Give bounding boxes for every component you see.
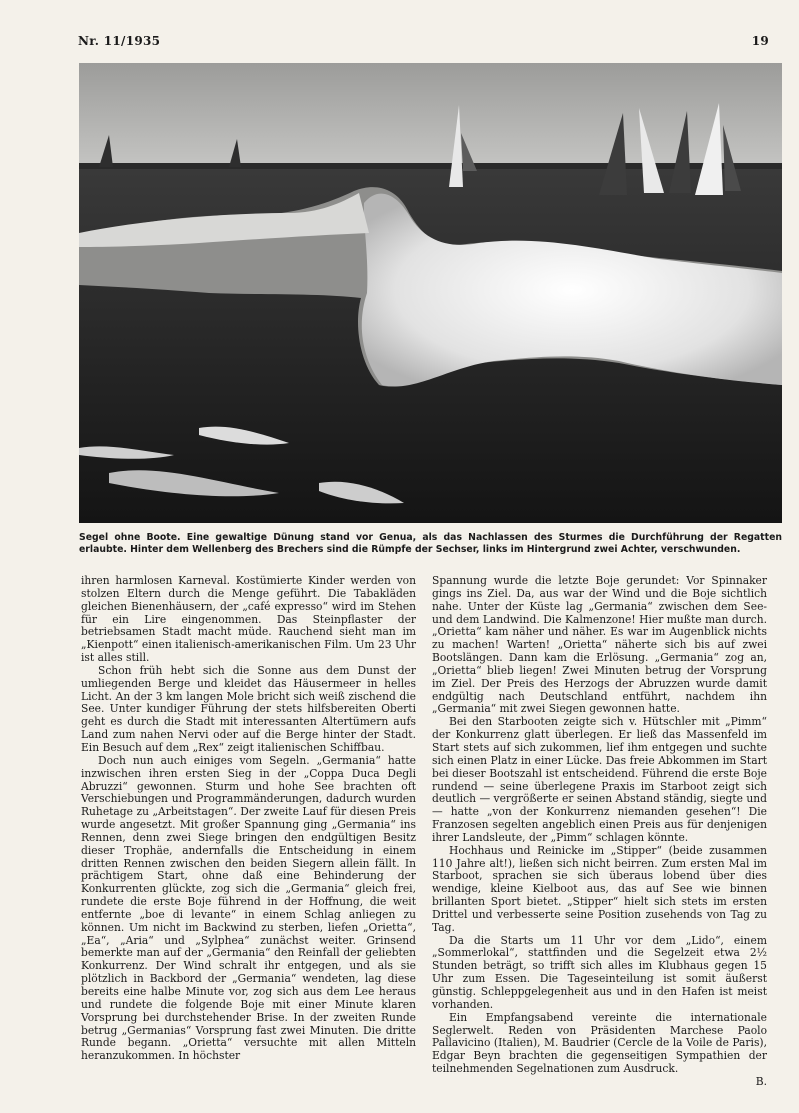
article-paragraph: Ein Empfangsabend vereinte die internationale Seglerwelt. Reden von Präsidenten Marchese Paolo Pallavicino (Italien), M. Baudrier (Cercle de la Voile de Paris), Edgar Beyn brachten die gegenseitigen Sympathien der teilnehmenden Segelnationen zum Ausdruck. <box>432 1010 767 1076</box>
article-column-left <box>81 575 416 1063</box>
article-paragraph: ihren harmlosen Karneval. Kostümierte Kinder werden von stolzen Eltern durch die Menge geführt. Die Tabakläden gleichen Bienenhäusern, der „café expresso“ wird im Stehen für ein Lire eingenommen. Das Steinpflaster der betriebsamen Stadt macht müde. Rauchend sieht man im „Kienpott“ einen italienisch-amerikanischen Film. Um 23 Uhr ist alles still. <box>81 574 416 665</box>
author-signature: B. <box>755 1074 767 1088</box>
photo-caption: Segel ohne Boote. Eine gewaltige Dünung stand vor Genua, als das Nachlassen des Sturmes die Durchführung der Regatten erlaubte. Hinter dem Wellenberg des Brechers sind die Rümpfe der Sechser, links im Hintergrund zwei Achter, verschwunden. <box>79 532 782 556</box>
issue-number: Nr. 11/1935 <box>78 34 161 48</box>
regatta-wave-photo <box>79 63 782 523</box>
article-paragraph: Doch nun auch einiges vom Segeln. „Germania“ hatte inzwischen ihren ersten Sieg in der „Coppa Duca Degli Abruzzi“ gewonnen. Sturm und hohe See brachten oft Verschiebungen und Programmänderungen, dadurch wurden Ruhetage zu „Arbeitstagen“. Der zweite Lauf für diesen Preis wurde angesetzt. Mit großer Spannung ging „Germania“ ins Rennen, denn zwei Siege bringen den endgültigen Besitz dieser Trophäe, andernfalls die Entscheidung in einem dritten Rennen zwischen den beiden Siegern allein fällt. In prächtigem Start, ohne daß eine Behinderung der Konkurrenten glückte, zog sich die „Germania“ gleich frei, rundete die erste Boje führend in der Hoffnung, die weit entfernte „boe di levante“ in einem Schlag anliegen zu können. Um nicht im Backwind zu sterben, liefen „Orietta“, „Ea“, „Aria“ und „Sylphea“ zunächst weiter. Grinsend bemerkte man auf der „Germania“ den Reinfall der geliebten Konkurrenz. Der Wind schralt ihr entgegen, und als sie plötzlich in Backbord der „Germania“ wendeten, lag diese bereits eine halbe Minute vor, zog sich aus dem Lee heraus und rundete die folgende Boje mit einer Minute klaren Vorsprung bei durchstehender Brise. In der zweiten Runde betrug „Germanias“ Vorsprung fast zwei Minuten. Die dritte Runde begann. „Orietta“ versuchte mit allen Mitteln heranzukommen. In höchster <box>81 753 416 1063</box>
wave-photo-illustration <box>79 63 782 523</box>
article-paragraph: Bei den Starbooten zeigte sich v. Hütschler mit „Pimm“ der Konkurrenz glatt überlegen. Er ließ das Massenfeld im Start stets auf sich zukommen, lief ihm entgegen und suchte sich einen Platz in einer Lücke. Das freie Abkommen im Start bei dieser Bootszahl ist entscheidend. Führend die erste Boje rundend — seine überlegene Praxis im Starboot zeigt sich deutlich — vergrößerte er seinen Abstand ständig, siegte und — hatte „von der Konkurrenz niemanden gesehen“! Die Franzosen segelten angeblich einen Preis aus für denjenigen ihrer Landsleute, der „Pimm“ schlagen könnte. <box>432 715 767 844</box>
article-paragraph: Spannung wurde die letzte Boje gerundet: Vor Spinnaker gings ins Ziel. Da, aus war der Wind und die Boje sichtlich nahe. Unter der Küste lag „Germania“ zwischen dem See- und dem Landwind. Die Kalmenzone! Hier mußte man durch. „Orietta“ kam näher und näher. Es war im Augenblick nichts zu machen! Warten! „Orietta“ näherte sich bis auf zwei Bootslängen. Dann kam die Erlösung. „Germania“ zog an, „Orietta“ blieb liegen! Zwei Minuten betrug der Vorsprung im Ziel. Der Preis des Herzogs der Abruzzen wurde damit endgültig nach Deutschland entführt, nachdem ihn „Germania“ mit zwei Siegen gewonnen hatte. <box>432 574 767 716</box>
page-number: 19 <box>751 34 769 48</box>
article-column-right <box>432 575 767 1089</box>
article-paragraph: Schon früh hebt sich die Sonne aus dem Dunst der umliegenden Berge und kleidet das Häusermeer in helles Licht. An der 3 km langen Mole bricht sich weiß zischend die See. Unter kundiger Führung der stets hilfsbereiten Oberti geht es durch die Stadt mit interessanten Altertümern aufs Land zum nahen Nervi oder auf die Berge hinter der Stadt. Ein Besuch auf dem „Rex“ zeigt italienischen Schiffbau. <box>81 663 416 754</box>
article-paragraph: Hochhaus und Reinicke im „Stipper“ (beide zusammen 110 Jahre alt!), ließen sich nicht beirren. Zum ersten Mal im Starboot, sprachen sie sich überaus lobend über dies wendige, kleine Kielboot aus, das auf See wie binnen brillanten Sport bietet. „Stipper“ hielt sich stets im ersten Drittel und verbesserte seine Position zusehends von Tag zu Tag. <box>432 843 767 934</box>
article-paragraph: Da die Starts um 11 Uhr vor dem „Lido“, einem „Sommerlokal“, stattfinden und die Segelzeit etwa 2½ Stunden beträgt, so trifft sich alles im Klubhaus gegen 15 Uhr zum Essen. Die Tageseinteilung ist somit äußerst günstig. Schleppgelegenheit aus und in den Hafen ist meist vorhanden. <box>432 933 767 1011</box>
